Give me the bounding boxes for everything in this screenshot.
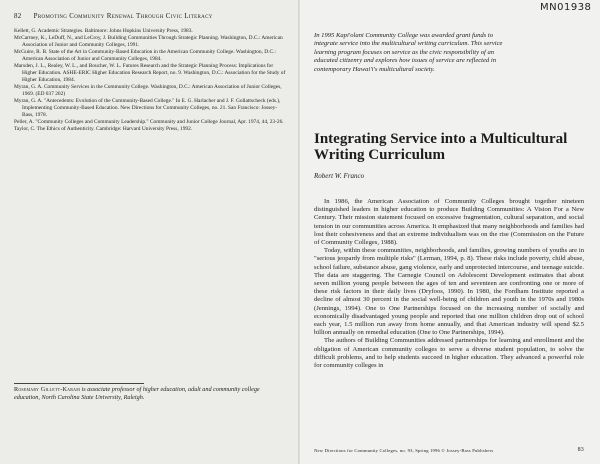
- left-page-number: 82: [14, 12, 22, 20]
- footer-citation: New Directions for Community Colleges, no. 93, Spring 1996 © Jossey-Bass Publishers: [314, 448, 494, 453]
- running-head: [14, 12, 286, 20]
- page-footer: [314, 448, 584, 453]
- running-head-title: Promoting Community Renewal Through Civic Literacy: [33, 12, 213, 20]
- reference-entry: McGuire, R. B. State of the Art in Community-Based Education in the American Community College. Washington, D.C.: American Association of Junior and Community Colleges, 1984.: [14, 49, 276, 62]
- bio-name: Rosemary Gillett-Karam: [14, 386, 80, 393]
- reference-entry: Kellett, G. Academic Strategies. Baltimore: Johns Hopkins University Press, 1983.: [14, 28, 193, 34]
- body-paragraph: The authors of Building Communities addressed partnerships for learning and enrollment and the obligation of American community colleges to serve a diverse student population, to solve the difficult problems, and to help students succeed in higher education. They advanced a powerful role for community colleges in: [314, 337, 584, 370]
- reference-list: [14, 28, 286, 133]
- reference-entry: Peller, A. "Community Colleges and Community Leadership." Community and Junior College Journal, Apr. 1974, 44, 23-26.: [14, 119, 284, 125]
- bio-divider: [14, 383, 144, 384]
- chapter-title: Integrating Service into a Multicultural Writing Curriculum: [314, 131, 568, 163]
- right-page: [300, 0, 600, 464]
- body-paragraph: In 1986, the American Association of Community Colleges brought together nineteen distinguished leaders in higher education to produce Building Communities: A Vision For a New Century. Their mission statement focused on excessive fragmentation, cultural separation, and social tension in our communities across America. It emphasized that many neighborhoods and families had lost their cohesiveness and that an extreme individualism was on the rise (Commission on the Future of Community Colleges, 1988).: [314, 198, 584, 247]
- author-bio: [14, 386, 284, 402]
- reference-entry: Myran, G. A. Community Services in the Community College. Washington, D.C.: American Association of Junior Colleges, 1969. (ED 037 202): [14, 84, 282, 97]
- reference-entry: Myran, G. A. "Antecedents: Evolution of the Community-Based College." In E. G. Harlacher and J. F. Gollattscheck (eds.), Implementing Community-Based Education. New Directions for Community Colleges, no. 21. San Francisco: Jossey-Bass, 1978.: [14, 98, 281, 118]
- handwritten-accession-mark: MN01938: [540, 2, 592, 13]
- chapter-abstract: In 1995 Kapi'olani Community College was awarded grant funds to integrate service into the multicultural writing curriculum. This service learning program focuses on service as the civic responsibility of an educated citizenry and explores how issues of service are reflected in contemporary Hawai'i's multicultural society.: [314, 32, 503, 73]
- reference-entry: McCartney, K., LeDuff, N., and LeCroy, J. Building Communities Through Strategic Planning. Washington, D.C.: American Association of Junior and Community Colleges, 1991.: [14, 35, 283, 48]
- bio-text: is associate professor of higher education, adult and community college education, North Carolina State University, Raleigh.: [14, 386, 260, 401]
- right-page-number: 83: [577, 447, 584, 453]
- body-paragraph: Today, within these communities, neighborhoods, and families, growing numbers of youths are in "serious jeopardy from multiple risks" (Lerman, 1994, p. 8). These risks include poverty, child abuse, school failure, substance abuse, gang violence, early and unprotected intercourse, and teenage suicide. The data are staggering. The Carnegie Council on Adolescent Development estimates that about seven million young people between the ages of ten and seventeen are confronting one or more of these risk factors in their daily lives (Dryfoos, 1990). In 1980, the Fordham Institute reported a decline of almost 30 percent in the social well-being of children and youth in the 1970s and 1980s (Jennings, 1994). One to One Partnerships focused on the increasing number of socially and economically disadvantaged young people and reported that one million children drop out of school each year, 1.5 million run away from home annually, and that American industry will spend $2.5 billion annually on remedial education (One to One Partnerships, 1994).: [314, 247, 584, 337]
- reference-entry: Taylor, C. The Ethics of Authenticity. Cambridge: Harvard University Press, 1992.: [14, 126, 193, 132]
- reference-entry: Marsden, J. L., Realey, W. L., and Boucher, W. L. Futures Research and the Strategic Planning Process: Implications for Higher Education. ASHE-ERIC Higher Education Research Report, no. 9. Washington, D.C.: Association for the Study of Higher Education, 1984.: [14, 63, 286, 83]
- chapter-author: Robert W. Franco: [314, 172, 365, 181]
- chapter-body: [314, 198, 584, 370]
